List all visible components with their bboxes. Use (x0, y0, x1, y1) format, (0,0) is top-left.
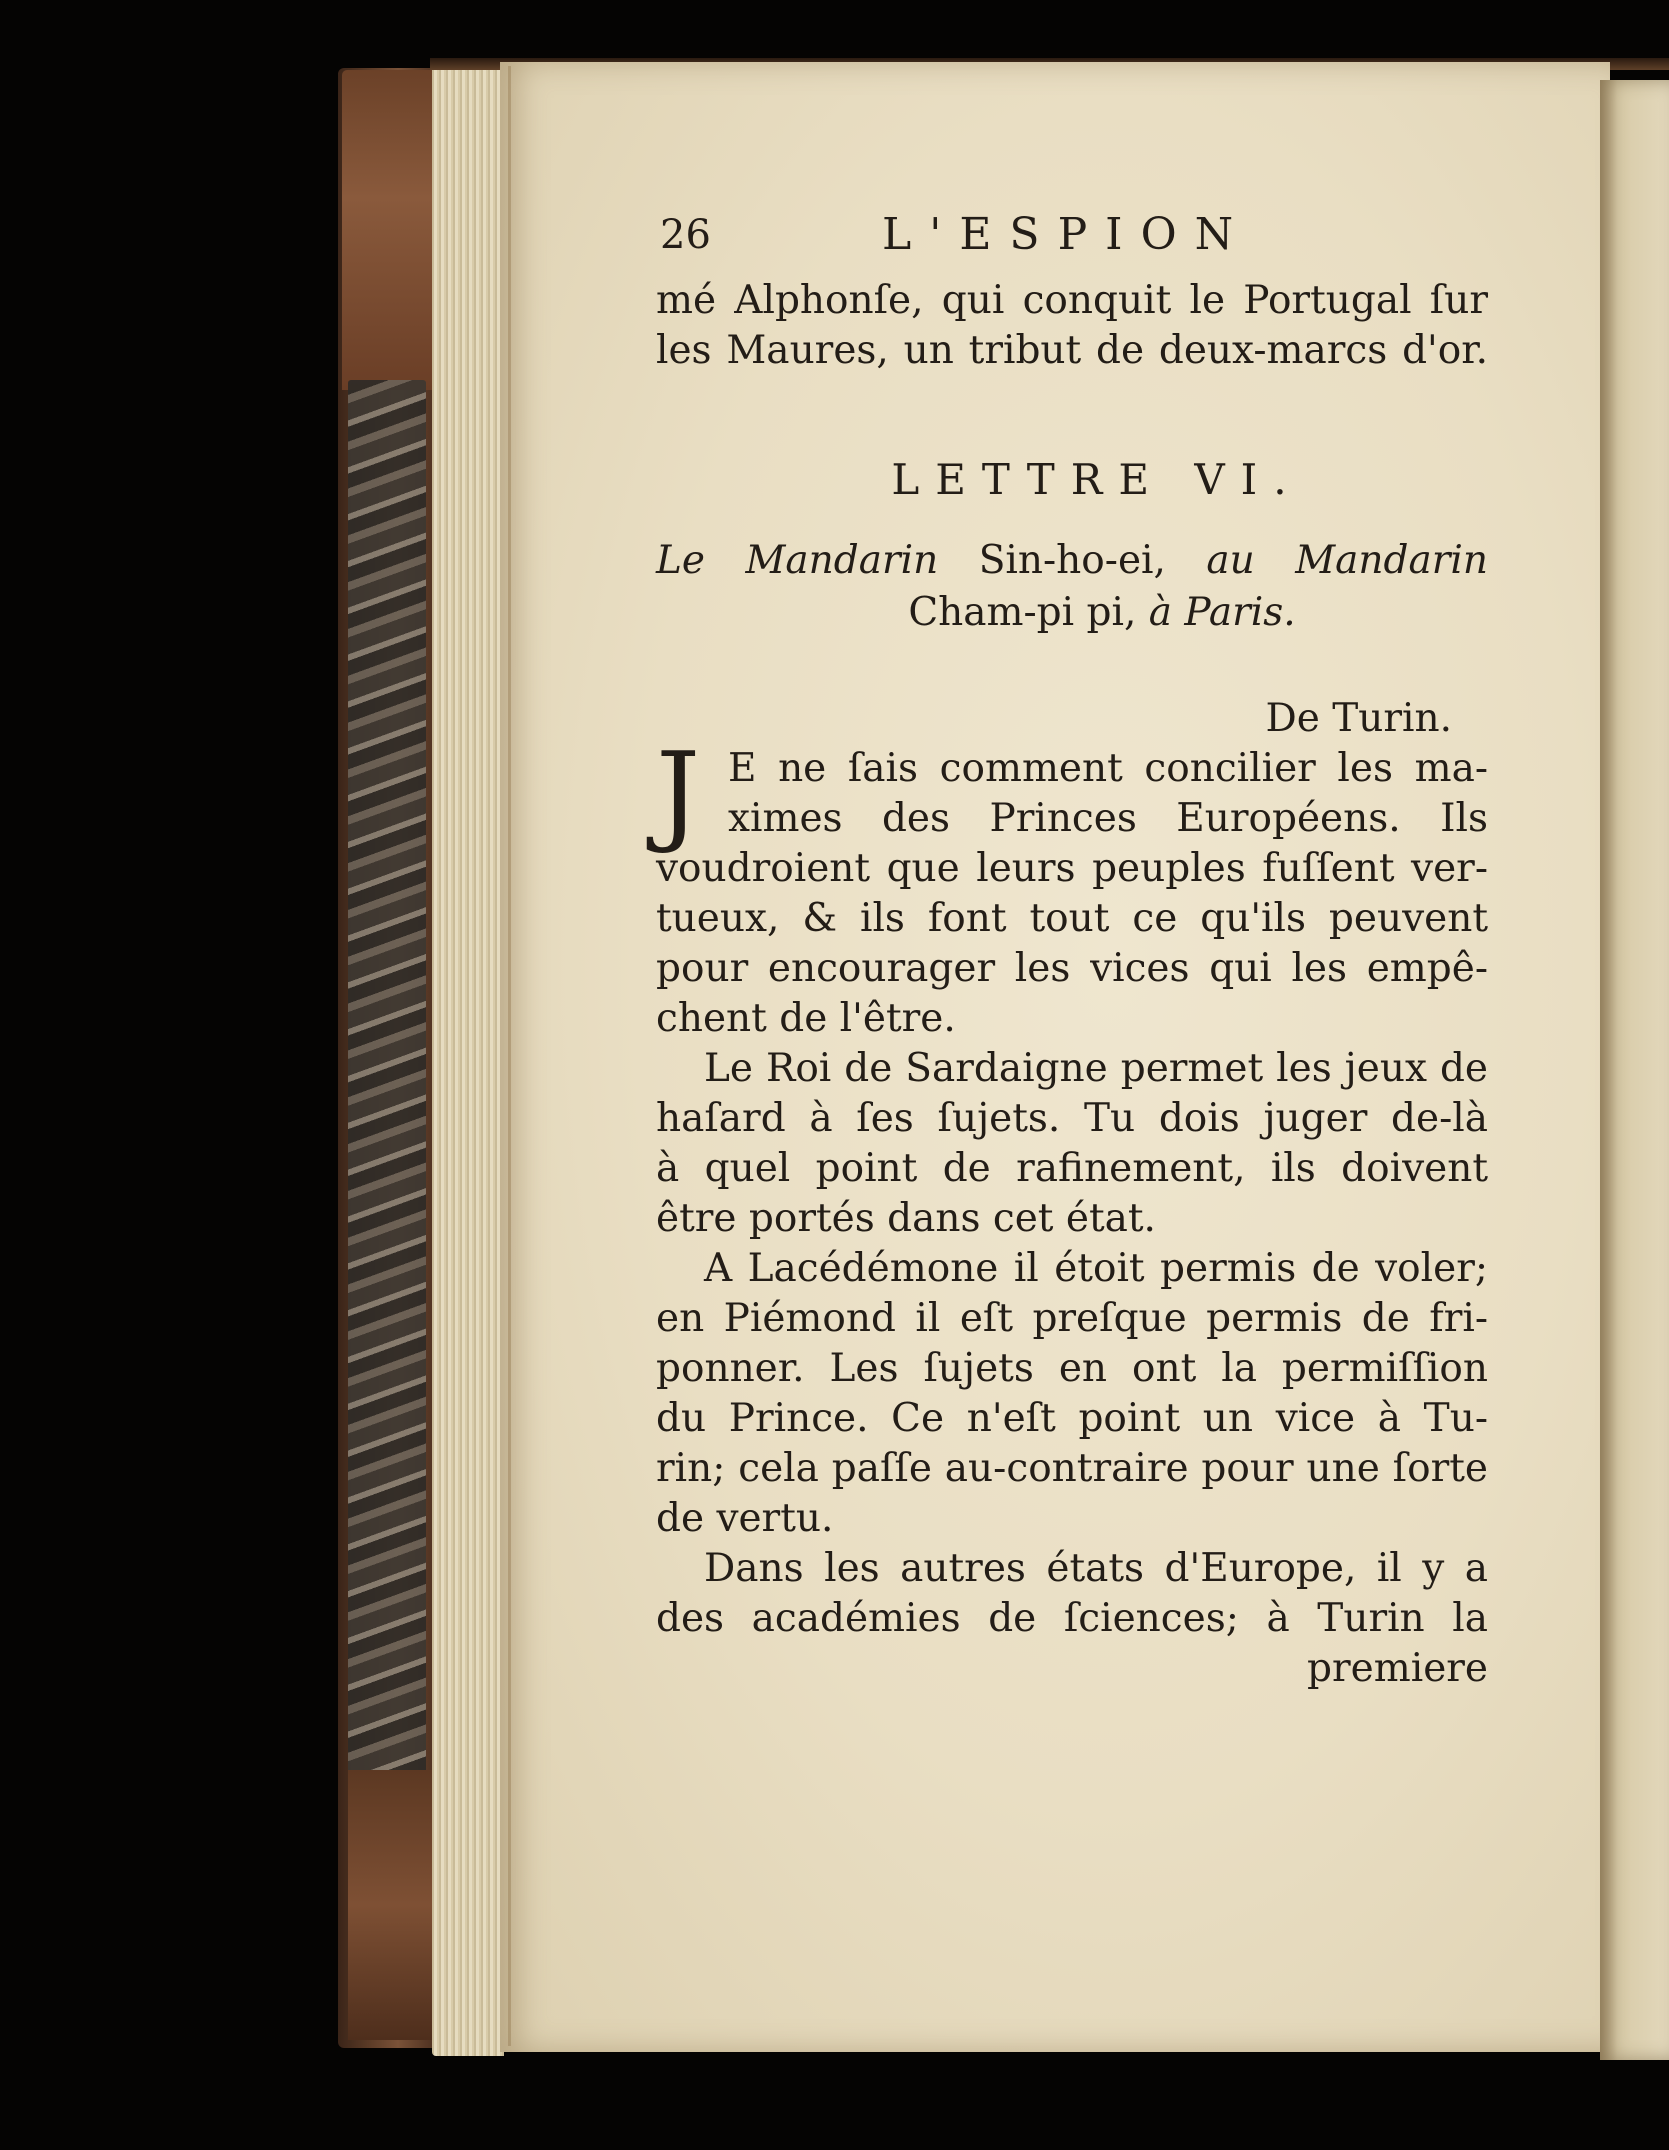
page-number: 26 (660, 212, 711, 258)
paragraph-3 (656, 1244, 1488, 1544)
page-header (656, 210, 1488, 276)
continuation-text (656, 276, 1488, 376)
address-sender: Sin-ho-ei, (978, 538, 1166, 583)
text-line: des académies de ſciences; à Turin la (656, 1596, 1488, 1641)
text-line: ximes des Princes Européens. Ils (728, 796, 1488, 841)
text-line: chent de l'être. (656, 996, 956, 1041)
leather-binding-top (342, 70, 434, 390)
text-line: pour encourager les vices qui les empê- (656, 946, 1488, 991)
running-title: L'ESPION (882, 209, 1252, 260)
letter-address (656, 536, 1488, 640)
text-line: Le Roi de Sardaigne permet les jeux de (704, 1046, 1488, 1091)
address-line-2 (656, 588, 1488, 640)
text-line: à quel point de rafinement, ils doivent (656, 1146, 1488, 1191)
address-au-mandarin: au Mandarin (1206, 538, 1488, 583)
text-line: tueux, & ils font tout ce qu'ils peuvent (656, 896, 1488, 941)
letter-title: LETTRE VI. (891, 455, 1303, 504)
address-line-1 (656, 536, 1488, 588)
marbled-board (348, 380, 426, 1800)
text-line: les Maures, un tribut de deux-marcs d'or. (656, 328, 1488, 373)
page-gutter (508, 66, 511, 2046)
text-line: être portés dans cet état. (656, 1196, 1156, 1241)
paragraph-2 (656, 1044, 1488, 1244)
text-line: de vertu. (656, 1496, 834, 1541)
address-mandarin: Mandarin (745, 538, 939, 583)
paragraph-1 (656, 728, 1488, 1044)
text-line: du Prince. Ce n'eſt point un vice à Tu- (656, 1396, 1488, 1441)
paragraph-4 (656, 1544, 1488, 1644)
leather-binding-bottom (348, 1770, 434, 2040)
address-recipient: Cham-pi pi, (908, 590, 1137, 635)
page-text (656, 210, 1488, 1694)
text-line: Dans les autres états d'Europe, il y a (704, 1546, 1488, 1591)
page-edges (432, 66, 504, 2056)
text-line: E ne ſais comment concilier les ma- (728, 746, 1488, 791)
text-line: en Piémond il eſt preſque permis de fri- (656, 1296, 1488, 1341)
catchword: premiere (1307, 1646, 1488, 1691)
text-line: ponner. Les ſujets en ont la permiſſion (656, 1346, 1488, 1391)
address-place: à Paris. (1148, 590, 1296, 635)
facing-page-edge (1600, 80, 1669, 2060)
drop-cap: J (656, 728, 701, 856)
letter-place: De Turin. (1265, 696, 1452, 741)
text-line: mé Alphonſe, qui conquit le Portugal ſur (656, 278, 1488, 323)
text-line: voudroient que leurs peuples fuſſent ver- (656, 846, 1488, 891)
text-line: rin; cela paſſe au-contraire pour une ſorte (656, 1446, 1488, 1491)
text-line: A Lacédémone il étoit permis de voler; (704, 1246, 1488, 1291)
address-le: Le (656, 538, 705, 583)
text-line: haſard à ſes ſujets. Tu dois juger de-là (656, 1096, 1488, 1141)
